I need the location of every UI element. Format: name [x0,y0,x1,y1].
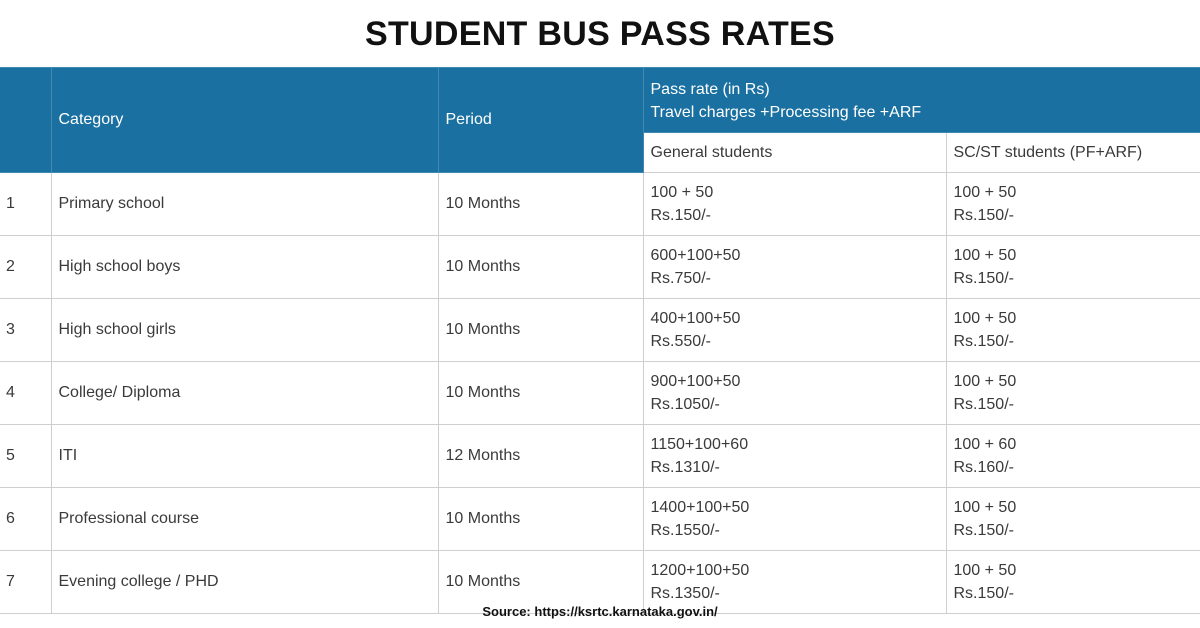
row-number: 4 [0,362,51,425]
table-row [0,299,1200,362]
row-period: 10 Months [438,299,643,362]
general-total: Rs.550/- [650,333,711,350]
row-period: 10 Months [438,362,643,425]
table-row [0,425,1200,488]
row-scst-rate [946,173,1200,236]
general-total: Rs.1310/- [650,459,720,476]
scst-calc: 100 + 50 [953,373,1017,390]
row-scst-rate [946,236,1200,299]
header-period: Period [438,68,643,173]
general-total: Rs.1550/- [650,522,720,539]
row-general-rate [643,173,946,236]
row-number: 3 [0,299,51,362]
general-total: Rs.1050/- [650,396,720,413]
rates-table-container [0,67,1200,614]
row-category: ITI [51,425,438,488]
scst-calc: 100 + 50 [953,310,1017,327]
general-calc: 1400+100+50 [650,499,750,516]
table-row [0,173,1200,236]
row-general-rate [643,488,946,551]
rates-table [0,67,1200,614]
row-category: High school girls [51,299,438,362]
row-scst-rate [946,488,1200,551]
table-header [0,68,1200,173]
row-general-rate [643,362,946,425]
scst-calc: 100 + 50 [953,247,1017,264]
page-title: STUDENT BUS PASS RATES [364,15,836,53]
row-category: Professional course [51,488,438,551]
row-category: Evening college / PHD [51,551,438,614]
general-calc: 1200+100+50 [650,562,750,579]
general-total: Rs.1350/- [650,585,720,602]
general-calc: 100 + 50 [650,184,714,201]
row-period: 10 Months [438,551,643,614]
row-number: 7 [0,551,51,614]
header-general-students: General students [643,133,946,173]
row-period: 10 Months [438,236,643,299]
row-scst-rate [946,299,1200,362]
general-calc: 400+100+50 [650,310,741,327]
header-pass-rate [643,68,1200,133]
row-number: 1 [0,173,51,236]
general-calc: 600+100+50 [650,247,741,264]
scst-calc: 100 + 60 [953,436,1017,453]
header-row-main [0,68,1200,133]
header-scst-students: SC/ST students (PF+ARF) [946,133,1200,173]
header-pass-rate-title: Pass rate (in Rs) [650,80,770,98]
table-row [0,362,1200,425]
scst-total: Rs.150/- [953,270,1014,287]
header-pass-rate-subtitle: Travel charges +Processing fee +ARF [650,103,922,121]
table-row [0,236,1200,299]
row-general-rate [643,236,946,299]
scst-calc: 100 + 50 [953,562,1017,579]
row-period: 10 Months [438,173,643,236]
scst-calc: 100 + 50 [953,499,1017,516]
table-row [0,488,1200,551]
source-note: Source: https://ksrtc.karnataka.gov.in/ [482,604,718,619]
scst-total: Rs.150/- [953,585,1014,602]
scst-total: Rs.150/- [953,333,1014,350]
scst-total: Rs.150/- [953,207,1014,224]
scst-total: Rs.160/- [953,459,1014,476]
row-scst-rate [946,362,1200,425]
row-period: 10 Months [438,488,643,551]
header-number [0,68,51,173]
table-body [0,173,1200,614]
row-period: 12 Months [438,425,643,488]
row-scst-rate [946,425,1200,488]
row-category: College/ Diploma [51,362,438,425]
general-total: Rs.150/- [650,207,711,224]
header-category: Category [51,68,438,173]
row-number: 6 [0,488,51,551]
row-category: High school boys [51,236,438,299]
general-calc: 1150+100+60 [650,436,749,453]
general-total: Rs.750/- [650,270,711,287]
row-general-rate [643,425,946,488]
row-general-rate [643,299,946,362]
row-number: 5 [0,425,51,488]
scst-total: Rs.150/- [953,522,1014,539]
general-calc: 900+100+50 [650,373,741,390]
scst-calc: 100 + 50 [953,184,1017,201]
row-category: Primary school [51,173,438,236]
row-number: 2 [0,236,51,299]
scst-total: Rs.150/- [953,396,1014,413]
